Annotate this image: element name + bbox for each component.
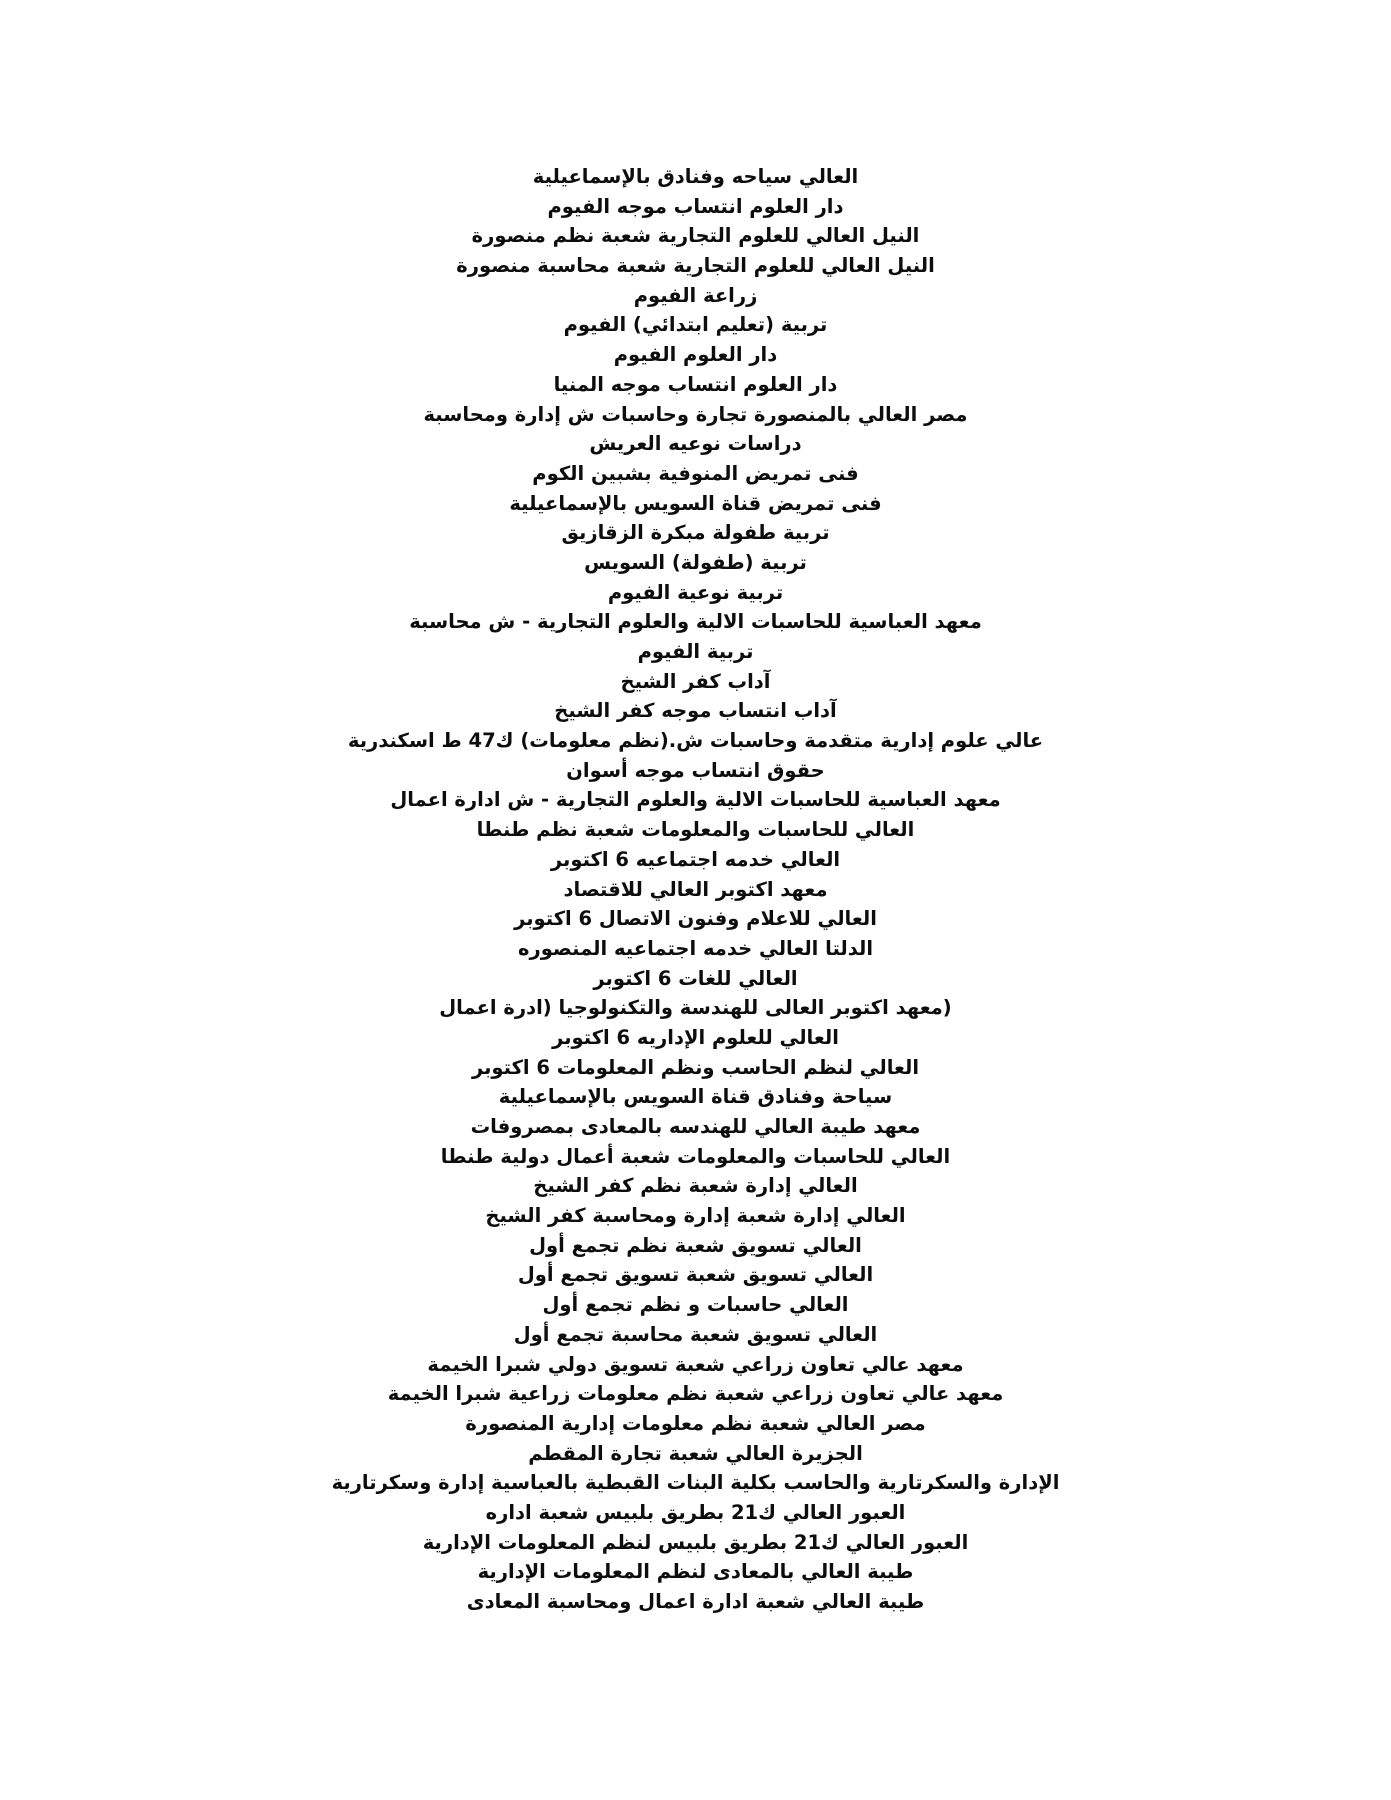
list-item: العالي للاعلام وفنون الاتصال 6 اكتوبر xyxy=(514,907,877,931)
list-item: العالي للغات 6 اكتوبر xyxy=(593,966,798,990)
list-item: العالي إدارة شعبة إدارة ومحاسبة كفر الشيخ xyxy=(485,1204,906,1228)
list-item: تربية طفولة مبكرة الزقازيق xyxy=(561,521,830,545)
list-item: دار العلوم انتساب موجه الفيوم xyxy=(547,194,844,218)
list-item: العالي خدمه اجتماعيه 6 اكتوبر xyxy=(550,847,841,871)
list-item: النيل العالي للعلوم التجارية شعبة نظم منصورة xyxy=(471,224,920,248)
list-item: طيبة العالي شعبة ادارة اعمال ومحاسبة المعادى xyxy=(466,1590,925,1613)
list-item: مصر العالي شعبة نظم معلومات إدارية المنصورة xyxy=(465,1411,926,1435)
institute-list xyxy=(0,162,1391,1617)
list-item: تربية (طفولة) السويس xyxy=(584,550,807,574)
list-item: زراعة الفيوم xyxy=(633,283,758,307)
list-item: النيل العالي للعلوم التجارية شعبة محاسبة منصورة xyxy=(456,254,935,278)
list-item: العبور العالي ك21 بطريق بلبيس شعبة اداره xyxy=(485,1500,906,1524)
list-item: عالي علوم إدارية متقدمة وحاسبات ش.(نظم معلومات) ك47 ط اسكندرية xyxy=(347,729,1044,753)
list-item: معهد العباسية للحاسبات الالية والعلوم التجارية - ش ادارة اعمال xyxy=(390,788,1001,812)
list-item: العبور العالي ك21 بطريق بلبيس لنظم المعلومات الإدارية xyxy=(422,1530,969,1554)
list-item: معهد عالي تعاون زراعي شعبة نظم معلومات زراعية شبرا الخيمة xyxy=(387,1382,1004,1406)
list-item: العالي إدارة شعبة نظم كفر الشيخ xyxy=(533,1174,858,1198)
list-item: العالي للحاسبات والمعلومات شعبة أعمال دولية طنطا xyxy=(440,1144,951,1168)
list-item: معهد اكتوبر العالي للاقتصاد xyxy=(563,877,828,901)
list-item: الإدارة والسكرتارية والحاسب بكلية البنات القبطية بالعباسية إدارة وسكرتارية xyxy=(331,1471,1060,1495)
list-item: العالي للعلوم الإداريه 6 اكتوبر xyxy=(552,1025,839,1049)
list-item: العالي تسويق شعبة تسويق تجمع أول xyxy=(517,1263,874,1287)
list-item: الدلتا العالي خدمه اجتماعيه المنصوره xyxy=(517,936,874,960)
list-item: العالي للحاسبات والمعلومات شعبة نظم طنطا xyxy=(476,818,915,842)
list-item: (معهد اكتوبر العالى للهندسة والتكنولوجيا (ادرة اعمال xyxy=(439,996,952,1020)
list-item: طيبة العالي بالمعادى لنظم المعلومات الإدارية xyxy=(477,1560,914,1584)
list-item: الجزيرة العالي شعبة تجارة المقطم xyxy=(528,1441,863,1465)
list-item: معهد العباسية للحاسبات الالية والعلوم التجارية - ش محاسبة xyxy=(409,610,982,634)
list-item: آداب كفر الشيخ xyxy=(620,669,771,693)
list-item: معهد طيبة العالي للهندسه بالمعادى بمصروفات xyxy=(470,1115,921,1138)
list-item: حقوق انتساب موجه أسوان xyxy=(566,758,825,782)
list-item: معهد عالي تعاون زراعي شعبة تسويق دولي شبرا الخيمة xyxy=(427,1352,964,1376)
list-item: آداب انتساب موجه كفر الشيخ xyxy=(554,699,837,723)
list-item: دار العلوم الفيوم xyxy=(613,343,778,367)
list-item: العالي تسويق شعبة محاسبة تجمع أول xyxy=(513,1322,878,1346)
list-item: تربية الفيوم xyxy=(637,640,754,663)
list-item: العالي سياحه وفنادق بالإسماعيلية xyxy=(532,165,859,188)
list-item: تربية نوعية الفيوم xyxy=(607,580,784,604)
list-item: فنى تمريض قناة السويس بالإسماعيلية xyxy=(509,491,882,515)
list-item: فنى تمريض المنوفية بشبين الكوم xyxy=(532,461,859,485)
list-item: العالي حاسبات و نظم تجمع أول xyxy=(542,1293,849,1317)
list-item: العالي تسويق شعبة نظم تجمع أول xyxy=(529,1233,862,1257)
list-item: تربية (تعليم ابتدائي) الفيوم xyxy=(563,313,828,337)
list-item: سياحة وفنادق قناة السويس بالإسماعيلية xyxy=(498,1085,893,1109)
list-item: العالي لنظم الحاسب ونظم المعلومات 6 اكتوبر xyxy=(471,1055,920,1079)
list-item: مصر العالي بالمنصورة تجارة وحاسبات ش إدارة ومحاسبة xyxy=(423,402,968,426)
list-item: دار العلوم انتساب موجه المنيا xyxy=(553,372,838,396)
list-item: دراسات نوعيه العريش xyxy=(589,432,802,456)
